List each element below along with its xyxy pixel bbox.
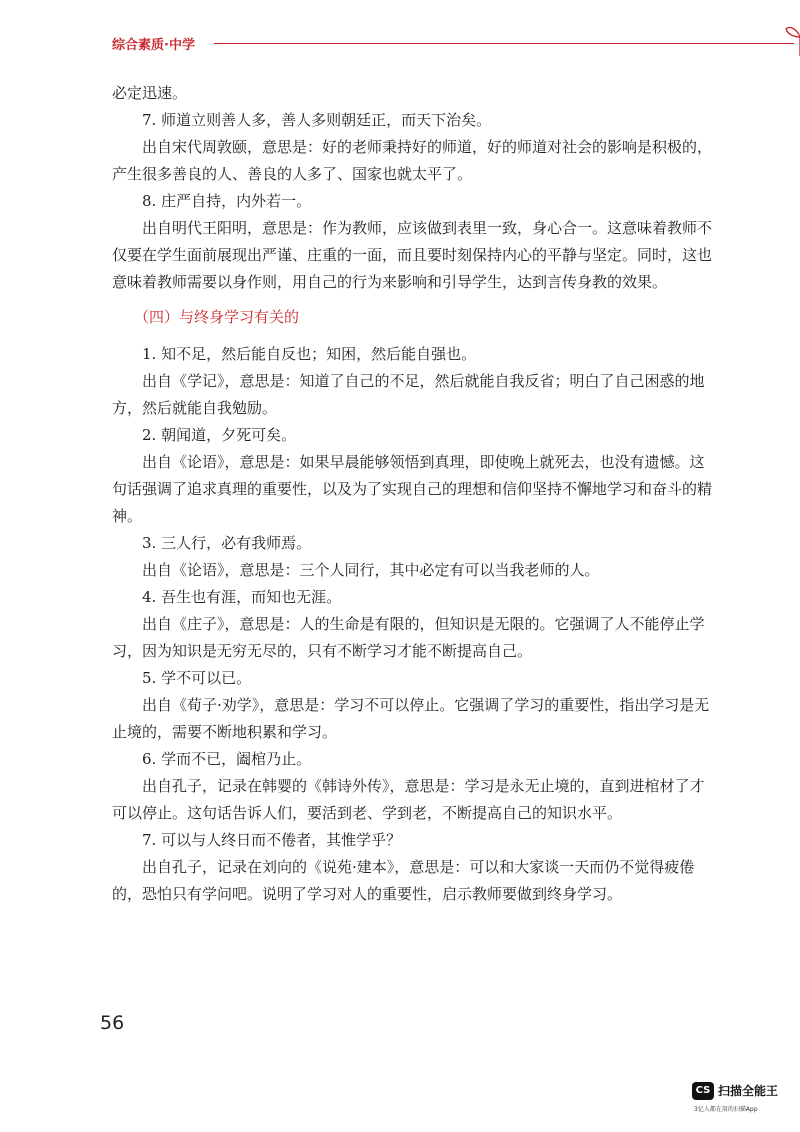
page-content [112, 80, 712, 908]
scanner-watermark [692, 1082, 792, 1122]
scanner-tagline: 3亿人都在用的扫描App [694, 1106, 758, 1113]
quote-line: 2. 朝闻道，夕死可矣。 [142, 426, 297, 444]
quote-line: 6. 学而不已，阖棺乃止。 [142, 750, 312, 768]
quote-line: 5. 学不可以已。 [142, 669, 252, 687]
quote-line: 4. 吾生也有涯，而知也无涯。 [142, 588, 342, 606]
scanner-logo-icon: CS [692, 1082, 714, 1100]
explanation-paragraph: 出自《学记》，意思是：知道了自己的不足，然后就能自我反省；明白了自己困惑的地方，然后就能自我勉励。 [112, 372, 705, 417]
explanation-paragraph: 出自孔子，记录在刘向的《说苑·建本》，意思是：可以和大家谈一天而仍不觉得疲倦的，恐怕只有学问吧。说明了学习对人的重要性，启示教师要做到终身学习。 [112, 858, 695, 903]
explanation-paragraph: 出自《荀子·劝学》，意思是：学习不可以停止。它强调了学习的重要性，指出学习是无止境的，需要不断地积累和学习。 [112, 696, 710, 741]
scanner-app-name: 扫描全能王 [718, 1084, 779, 1098]
header-rule [214, 43, 794, 44]
sprout-icon [784, 22, 800, 56]
page-number: 56 [100, 1012, 125, 1034]
paragraph-continuation: 必定迅速。 [112, 84, 188, 102]
explanation-paragraph: 出自明代王阳明，意思是：作为教师，应该做到表里一致，身心合一。这意味着教师不仅要在学生面前展现出严谨、庄重的一面，而且要时刻保持内心的平静与坚定。同时，这也意味着教师需要以身作则，用自己的行为来影响和引导学生，达到言传身教的效果。 [112, 219, 713, 291]
page-header [112, 34, 712, 58]
explanation-paragraph: 出自《庄子》，意思是：人的生命是有限的，但知识是无限的。它强调了人不能停止学习，因为知识是无穷无尽的，只有不断学习才能不断提高自己。 [112, 615, 705, 660]
quote-line: 7. 师道立则善人多，善人多则朝廷正，而天下治矣。 [142, 111, 492, 129]
explanation-paragraph: 出自《论语》，意思是：如果早晨能够领悟到真理，即使晚上就死去，也没有遗憾。这句话强调了追求真理的重要性，以及为了实现自己的理想和信仰坚持不懈地学习和奋斗的精神。 [112, 453, 713, 525]
quote-line: 7. 可以与人终日而不倦者，其惟学乎？ [142, 831, 402, 849]
explanation-paragraph: 出自《论语》，意思是：三个人同行，其中必定有可以当我老师的人。 [142, 561, 600, 579]
explanation-paragraph: 出自宋代周敦颐，意思是：好的老师秉持好的师道，好的师道对社会的影响是积极的，产生很多善良的人、善良的人多了、国家也就太平了。 [112, 138, 713, 183]
explanation-paragraph: 出自孔子，记录在韩婴的《韩诗外传》，意思是：学习是永无止境的，直到进棺材了才可以停止。这句话告诉人们，要活到老、学到老，不断提高自己的知识水平。 [112, 777, 705, 822]
header-title: 综合素质·中学 [112, 38, 195, 53]
quote-line: 3. 三人行，必有我师焉。 [142, 534, 312, 552]
quote-line: 1. 知不足，然后能自反也；知困，然后能自强也。 [142, 345, 477, 363]
quote-line: 8. 庄严自持，内外若一。 [142, 192, 312, 210]
section-heading: （四）与终身学习有关的 [134, 308, 300, 326]
